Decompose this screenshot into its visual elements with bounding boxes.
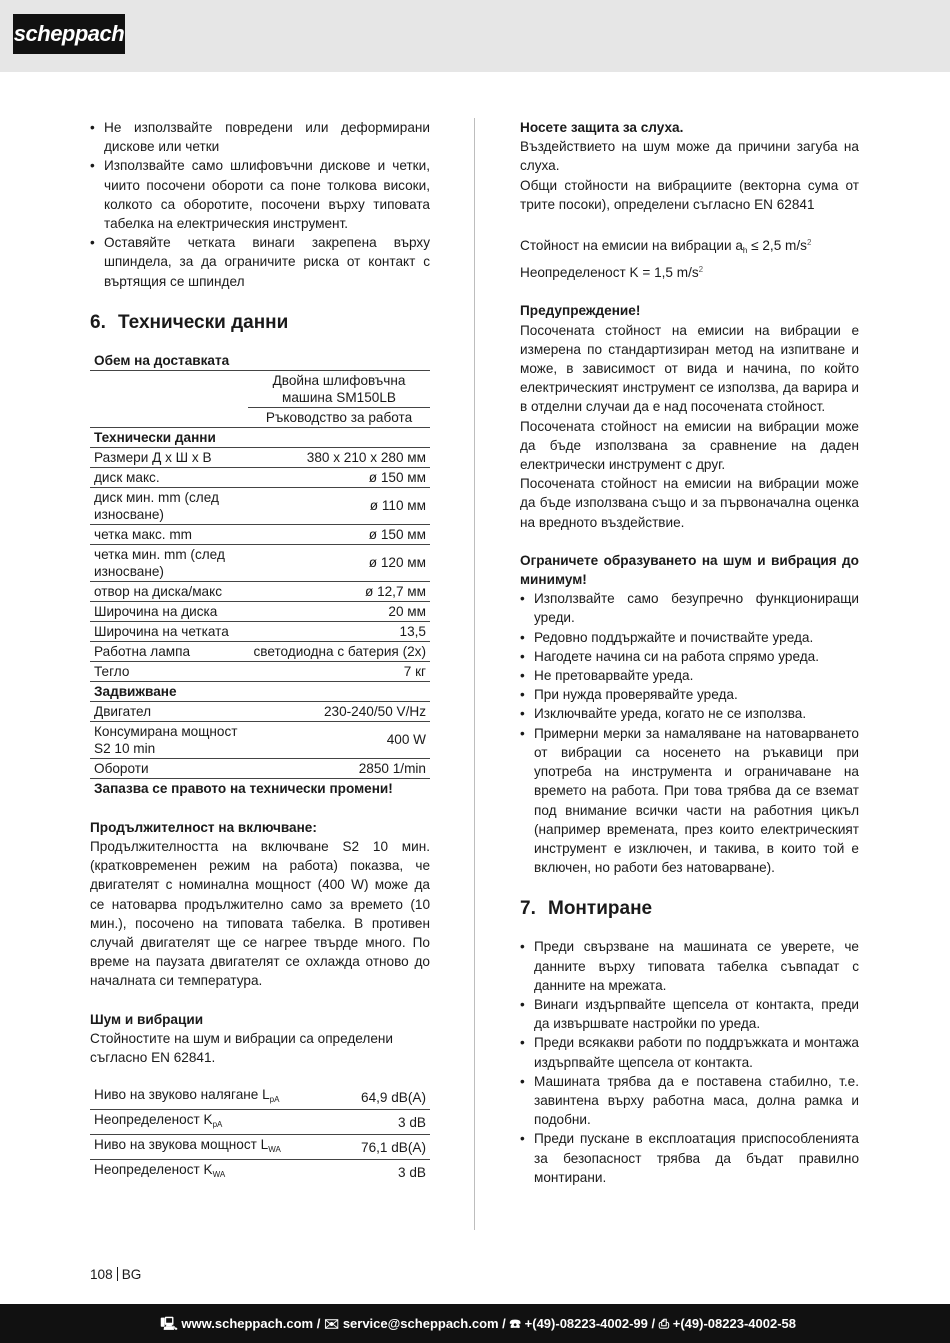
table-row: диск мин. mm (след износване) ø 110 мм [90, 487, 430, 524]
table-cell: Двойна шлифовъчна машина SM150LB [248, 370, 430, 407]
phone-number: +(49)-08223-4002-99 / [524, 1316, 656, 1331]
table-row: Неопределеност $K_{pA}$ 3 dB [90, 1110, 430, 1135]
computer-icon: 🖳 [160, 1316, 178, 1331]
mount-bullets [520, 937, 859, 1187]
warning-heading: Предупреждение! [520, 303, 641, 319]
table-row: Широчина на четката 13,5 [90, 621, 430, 641]
list-item: • Редовно поддържайте и почиствайте уреда. [520, 628, 859, 647]
table-row: диск макс. ø 150 мм [90, 467, 430, 487]
column-divider [474, 118, 475, 1230]
table-row: отвор на диска/макс ø 12,7 мм [90, 581, 430, 601]
noise-table [90, 1085, 430, 1184]
table-row: Консумирана мощност S2 10 min 400 W [90, 721, 430, 758]
drive-heading: Задвижване [90, 681, 430, 701]
uncertainty-line: Неопределеност K = 1,5 $m/s^2$ [520, 265, 704, 281]
list-item: • При нужда проверявайте уреда. [520, 685, 859, 704]
duty-text: Продължителността на включване S2 10 мин. (кратковременен режим на работа) показва, че двигателят с номинална мощност (400 W) може да се натоварва продължително само за времето (10 мин.), посочено на типовата табелка. В противен случай двигателят ще се нагрее твърде много. По време на паузата двигателят се охлажда отново до началната си температура. [90, 839, 430, 989]
email-link[interactable]: service@scheppach.com / [342, 1316, 506, 1331]
table-cell: Ръководство за работа [248, 407, 430, 427]
noise-text: Стойностите на шум и вибрации са определени съгласно EN 62841. [90, 1030, 394, 1066]
table-row: четка макс. mm ø 150 мм [90, 524, 430, 544]
table-row: Широчина на диска 20 мм [90, 601, 430, 621]
table-row: Размери Д х Ш х В 380 x 210 x 280 мм [90, 447, 430, 467]
website-link[interactable]: www.scheppach.com / [181, 1316, 321, 1331]
delivery-heading: Обем на доставката [90, 351, 430, 371]
page-number: 108 BG [90, 1267, 142, 1282]
table-row: Двигател 230-240/50 V/Hz [90, 701, 430, 721]
fax-number: +(49)-08223-4002-58 [672, 1316, 796, 1331]
vibration-total-text: Общи стойности на вибрациите (векторна сума от трите посоки), определени съгласно EN 62841 [520, 177, 859, 212]
hearing-heading: Носете защита за слуха. [520, 120, 684, 135]
left-column [90, 118, 430, 1184]
table-row: четка мин. mm (след износване) ø 120 мм [90, 544, 430, 581]
mail-icon: ✉ [323, 1316, 340, 1331]
reserve-note: Запазва се правото на технически промени! [94, 780, 393, 796]
table-row: Ниво на звукова мощност $L_{WA}$ 76,1 dB(A) [90, 1135, 430, 1160]
table-row: Обороти 2850 1/min [90, 758, 430, 778]
list-item: • Винаги издърпвайте щепсела от контакта, преди да извършвате настройки по уреда. [520, 995, 859, 1033]
table-row: Ниво на звуково налягане $L_{pA}$ 64,9 dB(A) [90, 1085, 430, 1110]
limit-heading: Ограничете образуването на шум и вибрация до минимум! [520, 552, 859, 588]
warning-text: Посочената стойност на емисии на вибрации може да бъде използвана също и за първоначална оценка на вредното въздействие. [520, 476, 859, 530]
header-bar [0, 0, 950, 72]
duty-heading: Продължителност на включване: [90, 819, 317, 835]
list-item: • Използвайте само шлифовъчни дискове и четки, чиито посочени обороти са поне толкова високи, колкото са оборотите, посочени върху типовата табелка на електрическия инструмент. [90, 156, 430, 233]
section-7-heading: 7. Монтиране [520, 898, 653, 920]
list-item: • Използвайте само безупречно функциониращи уреди. [520, 589, 859, 627]
list-item: • Преди всякакви работи по поддръжката и монтажа издърпвайте щепсела от контакта. [520, 1033, 859, 1071]
table-row: Работна лампа светодиодна с батерия (2x) [90, 641, 430, 661]
table-row: Тегло 7 кг [90, 661, 430, 681]
list-item: • Нагодете начина си на работа спрямо уреда. [520, 647, 859, 666]
list-item: • Не претоварвайте уреда. [520, 666, 859, 685]
tech-heading: Технически данни [90, 427, 430, 447]
list-item: • Примерни мерки за намаляване на натоварването от вибрации са носенето на ръкавици при употреба на инструмента и ограничаване на времето на работа. При това трябва да се вземат под внимание всички части на работния цикъл (например времената, през които електрическият инструмент е изключен, и такива, в които той е включен, но работи без натоварване). [520, 724, 859, 878]
warning-text: Посочената стойност на емисии на вибрации може да бъде използвана за сравнение на даден електрически инструмент с друг. [520, 418, 859, 473]
scheppach-logo: scheppach [13, 14, 125, 54]
limit-bullets [520, 589, 859, 877]
phone-icon: ☎ [509, 1316, 522, 1331]
warning-text: Посочената стойност на емисии на вибрации е измерена по стандартизиран метод на изпитване и може, в зависимост от вида и начина, по който електрическият инструмент се използва, да варира и в отделни случаи да е над посочената стойност. [520, 322, 859, 415]
list-item: • Не използвайте повредени или деформирани дискове или четки [90, 118, 430, 156]
list-item: • Машината трябва да е поставена стабилно, т.е. завинтена върху работна маса, долна рамка и подобни. [520, 1072, 859, 1130]
list-item: • Изключвайте уреда, когато не се използва. [520, 704, 859, 723]
safety-bullets [90, 118, 430, 291]
right-column [520, 118, 859, 1187]
fax-icon: ⎙ [658, 1316, 670, 1331]
footer-bar [0, 1304, 950, 1343]
list-item: • Преди пускане в експлоатация приспособленията за безопасност трябва да бъдат правилно монтирани. [520, 1129, 859, 1187]
list-item: • Преди свързване на машината се уверете, че данните върху типовата табелка съвпадат с данните на мрежата. [520, 937, 859, 995]
noise-heading: Шум и вибрации [90, 1011, 204, 1027]
tech-data-table [90, 351, 430, 798]
emission-value-line: Стойност на емисии на вибрации $a_h \le 2,5$ $m/s^2$ [520, 238, 812, 256]
list-item: • Оставяйте четката винаги закрепена върху шпиндела, за да ограничите риска от контакт с въртящия се шпиндел [90, 233, 430, 291]
table-row: Неопределеност $K_{WA}$ 3 dB [94, 1162, 426, 1180]
section-6-heading: 6. Технически данни [90, 311, 289, 333]
hearing-text: Въздействието на шум може да причини загуба на слуха. [520, 139, 859, 174]
